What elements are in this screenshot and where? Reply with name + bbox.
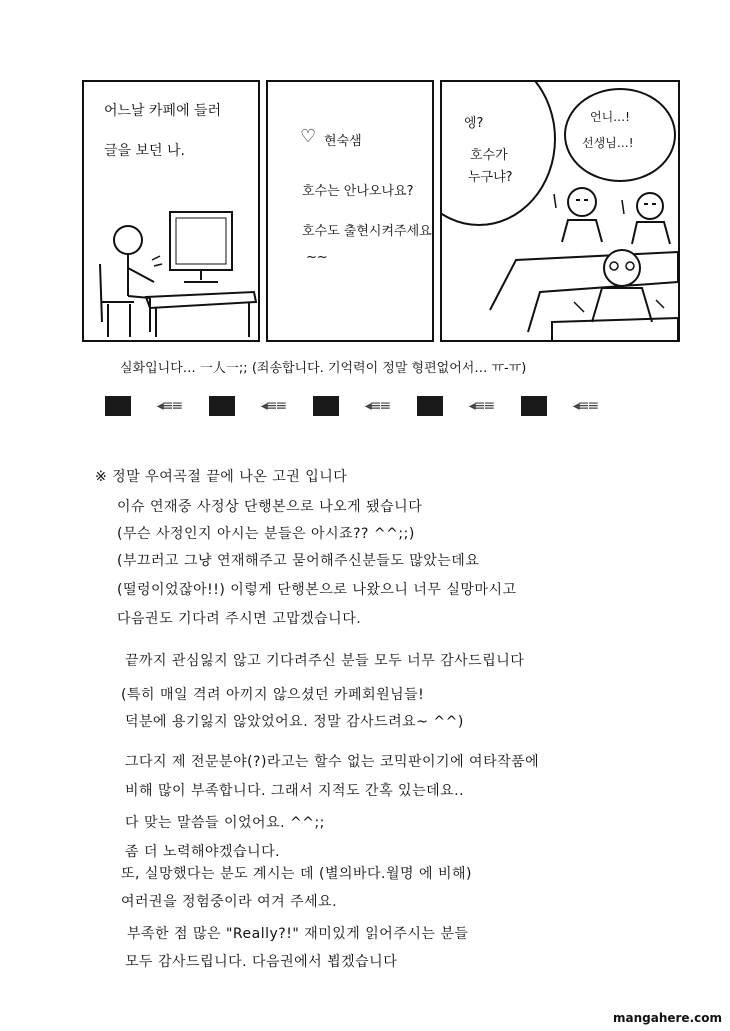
- fish-bone-icon: ◂≡≡: [468, 398, 494, 414]
- person-at-computer-drawing: [84, 82, 260, 342]
- classroom-scene-drawing: [442, 82, 680, 342]
- comment-line-2: 호수도 출현시켜주세요: [302, 224, 432, 239]
- divider-block: [209, 396, 235, 416]
- afterword-line: 모두 감사드립니다. 다음권에서 뵙겠습니다: [125, 954, 398, 970]
- afterword-line: 비해 많이 부족합니다. 그래서 지적도 간혹 있는데요..: [125, 783, 465, 799]
- fish-bone-icon: ◂≡≡: [260, 398, 286, 414]
- afterword-line: 덕분에 용기잃지 않았었어요. 정말 감사드려요~ ^^): [125, 714, 464, 730]
- bubble-right-line-2: 선생님…!: [582, 136, 634, 150]
- afterword-line: 또, 실망했다는 분도 계시는 데 (별의바다.월명 에 비해): [121, 866, 472, 882]
- afterword-line: 좀 더 노력해야겠습니다.: [125, 844, 281, 860]
- comment-tilde: ~~: [306, 250, 328, 265]
- afterword-line: 이슈 연재중 사정상 단행본으로 나오게 됐습니다: [117, 499, 423, 515]
- bubble-left-line-2: 호수가: [470, 148, 508, 163]
- panel-caption: 실화입니다… 一人一;; (죄송합니다. 기억력이 정말 형편없어서… ㅠ-ㅠ): [120, 361, 527, 376]
- heart-icon: ♡: [300, 126, 317, 147]
- bubble-left-line-1: 엥?: [464, 116, 484, 131]
- afterword-line: (부끄러고 그냥 연재해주고 묻어해주신분들도 많았는데요: [117, 553, 480, 569]
- afterword-line: 그다지 제 전문분야(?)라고는 할수 없는 코믹판이기에 여타작품에: [125, 754, 540, 770]
- afterword-line: ※ 정말 우여곡절 끝에 나온 고권 입니다: [95, 469, 348, 485]
- site-watermark: mangahere.com: [613, 1011, 722, 1025]
- afterword-line: (특히 매일 격려 아끼지 않으셨던 카페회원님들!: [121, 687, 425, 703]
- comment-line-1: 호수는 안나오나요?: [302, 184, 414, 199]
- fish-bone-icon: ◂≡≡: [156, 398, 182, 414]
- comic-panel-right: [440, 80, 680, 342]
- fish-bone-icon: ◂≡≡: [364, 398, 390, 414]
- bubble-right-line-1: 언니…!: [590, 110, 630, 124]
- comic-panel-middle: [266, 80, 434, 342]
- afterword-line: 여러권을 정험중이라 여겨 주세요.: [121, 894, 338, 910]
- comic-panel-left: [82, 80, 260, 342]
- divider-block: [105, 396, 131, 416]
- narration-line-1: 어느날 카페에 들러: [104, 103, 222, 119]
- afterword-line: 다음권도 기다려 주시면 고맙겠습니다.: [117, 611, 362, 627]
- divider-block: [417, 396, 443, 416]
- narration-line-2: 글을 보던 나.: [104, 143, 185, 159]
- fish-bone-icon: ◂≡≡: [572, 398, 598, 414]
- afterword-line: 끝까지 관심잃지 않고 기다려주신 분들 모두 너무 감사드립니다: [125, 653, 525, 669]
- afterword-line: 다 맞는 말씀들 이었어요. ^^;;: [125, 815, 325, 831]
- bubble-left-line-3: 누구냐?: [468, 170, 513, 185]
- afterword-line: 부족한 점 많은 "Really?!" 재미있게 읽어주시는 분들: [127, 926, 469, 942]
- comment-name: 현숙샘: [324, 134, 362, 149]
- afterword-line: (무슨 사정인지 아시는 분들은 아시죠?? ^^;;): [117, 526, 415, 542]
- divider-block: [521, 396, 547, 416]
- afterword-line: (떨렁이었잖아!!) 이렇게 단행본으로 나왔으니 너무 실망마시고: [117, 582, 517, 598]
- divider-block: [313, 396, 339, 416]
- section-divider: [105, 396, 605, 420]
